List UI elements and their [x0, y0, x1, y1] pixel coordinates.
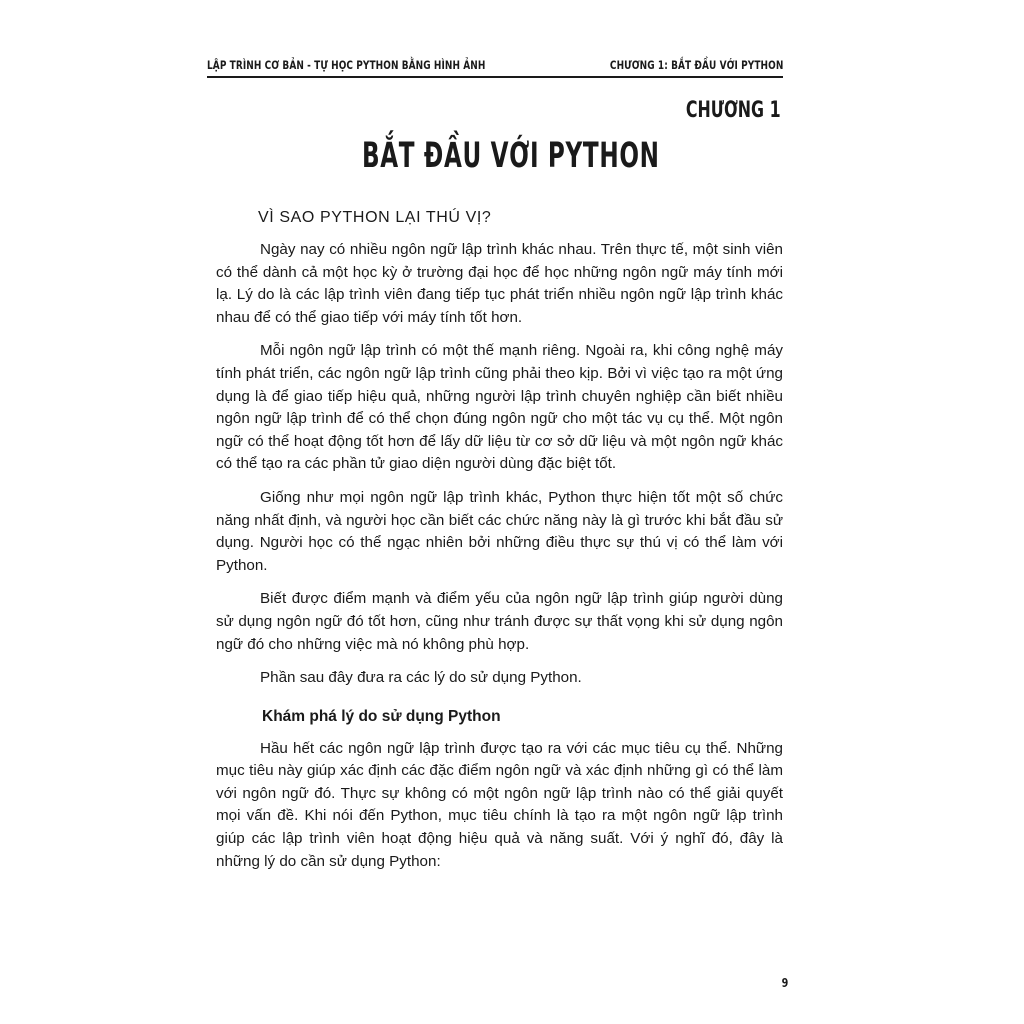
- paragraph: Biết được điểm mạnh và điểm yếu của ngôn ngữ lập trình giúp người dùng sử dụng ngôn ngữ đó tốt hơn, cũng như tránh được sự thất vọng khi sử dụng ngôn ngữ đó cho những việc mà nó không phù hợp.: [216, 590, 783, 653]
- paragraph: Giống như mọi ngôn ngữ lập trình khác, Python thực hiện tốt một số chức năng nhất định, và người học cần biết các chức năng này là gì trước khi bắt đầu sử dụng. Người học có thể ngạc nhiên bởi những điều thực sự thú vị có thể làm với Python.: [216, 488, 783, 574]
- chapter-title: BẮT ĐẦU VỚI PYTHON: [362, 136, 660, 176]
- running-header: [207, 50, 783, 78]
- running-header-chapter: CHƯƠNG 1: BẮT ĐẦU VỚI PYTHON: [609, 58, 783, 72]
- chapter-label: CHƯƠNG 1: [686, 98, 781, 123]
- running-header-book-title: LẬP TRÌNH CƠ BẢN - TỰ HỌC PYTHON BẰNG HÌNH ẢNH: [207, 58, 486, 72]
- section-heading: VÌ SAO PYTHON LẠI THÚ VỊ?: [258, 209, 492, 226]
- page-body: [216, 207, 783, 884]
- paragraph: Phần sau đây đưa ra các lý do sử dụng Python.: [260, 669, 582, 687]
- page-number: 9: [781, 976, 788, 990]
- subsection-heading: Khám phá lý do sử dụng Python: [262, 707, 501, 725]
- paragraph: Ngày nay có nhiều ngôn ngữ lập trình khác nhau. Trên thực tế, một sinh viên có thể dành cả một học kỳ ở trường đại học để học những ngôn ngữ máy tính mới lạ. Lý do là các lập trình viên đang tiếp tục phát triển nhiều ngôn ngữ lập trình khác nhau để có thể giao tiếp với máy tính tốt hơn.: [216, 241, 783, 326]
- paragraph: Mỗi ngôn ngữ lập trình có một thế mạnh riêng. Ngoài ra, khi công nghệ máy tính phát triển, các ngôn ngữ lập trình cũng phải theo kịp. Bởi vì việc tạo ra một ứng dụng là để giao tiếp hiệu quả, những người lập trình chuyên nghiệp cần biết nhiều ngôn ngữ lập trình để có thể chọn đúng ngôn ngữ cho một tác vụ cụ thể. Một ngôn ngữ có thể hoạt động tốt hơn để lấy dữ liệu từ cơ sở dữ liệu và một ngôn ngữ khác có thể tạo ra các phần tử giao diện người dùng đặc biệt tốt.: [216, 342, 783, 473]
- paragraph: Hầu hết các ngôn ngữ lập trình được tạo ra với các mục tiêu cụ thể. Những mục tiêu này giúp xác định các đặc điểm ngôn ngữ và xác định những gì có thể làm với ngôn ngữ đó. Thực sự không có một ngôn ngữ lập trình nào có thể giải quyết mọi vấn đề. Khi nói đến Python, mục tiêu chính là tạo ra một ngôn ngữ lập trình giúp các lập trình viên hoạt động hiệu quả và năng suất. Với ý nghĩ đó, đây là những lý do cần sử dụng Python:: [216, 739, 783, 870]
